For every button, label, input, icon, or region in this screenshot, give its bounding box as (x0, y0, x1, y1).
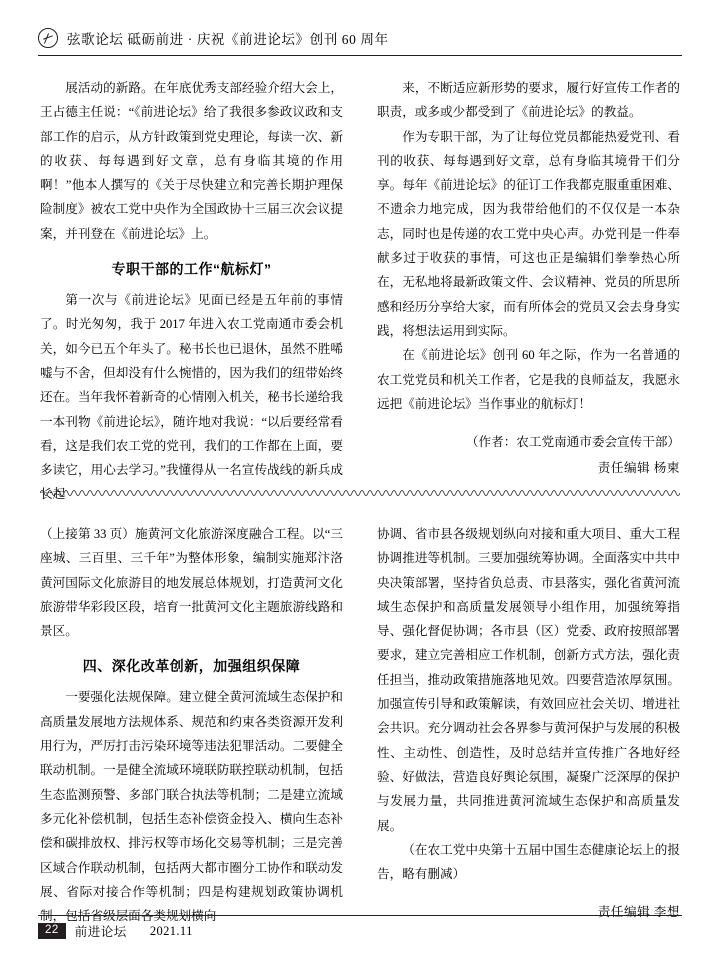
editor-line: 责任编辑 李想 (597, 905, 680, 920)
paragraph: 展活动的新路。在年底优秀支部经验介绍大会上，王占德主任说：“《前进论坛》给了我很多参政议政和支部工作的启示，从方针政策到党史理论，每读一次、新的收获、每每遇到好文章，总有身临其境的作用啊！”他本人撰写的《关于尽快建立和完善长期护理保险制度》被农工党中央作为全国政协十三届三次会议提案，并刊登在《前进论坛》上。 (40, 81, 343, 241)
article-top-right-column (377, 76, 680, 507)
editor-line: 责任编辑 杨柬 (597, 461, 680, 476)
footer-inner (38, 915, 682, 940)
wavy-rule-divider (40, 487, 680, 499)
paragraph: 一要强化法规保障。建立健全黄河流域生态保护和高质量发展地方法规体系、规范和约束各类资源开发利用行为，严厉打击污染环境等违法犯罪活动。二要健全联动机制。一是健全流域环境联防联控联动机制，包括生态监测预警、多部门联合执法等机制；二是建立流域多元化补偿机制，包括生态补偿资金投入、横向生态补偿和碳排放权、排污权等市场化交易等机制；三是完善区域合作联动机制，包括两大都市圈分工协作和联动发展、省际对接合作等机制；四是构建规划政策协调机制，包括省级层面各类规划横向 (40, 690, 343, 924)
publication-name: 前进论坛 (74, 925, 127, 939)
article-bottom-columns (40, 522, 680, 928)
author-line: （作者：农工党南通市委会宣传干部） (465, 435, 680, 450)
article-top-left-column (40, 76, 343, 507)
paragraph: 来，不断适应新形势的要求，履行好宣传工作者的职责，或多或少都受到了《前进论坛》的教益。 (377, 81, 680, 120)
author-signature (377, 430, 680, 480)
paragraph: 在《前进论坛》创刊 60 年之际，作为一名普通的农工党党员和机关工作者，它是我的良师益友，我愿永远把《前进论坛》当作事业的航标灯！ (377, 348, 680, 411)
paragraph: 作为专职干部，为了让每位党员都能热爱党刊、看刊的收获、每每遇到好文章，总有身临其境骨干们分享。每年《前进论坛》的征订工作我都克服重重困难、不遗余力地完成，因为我带给他们的不仅仅是一本杂志，同时也是传递的农工党中央心声。办党刊是一件奉献多过于收获的事情，可这也正是编辑们拳拳热心所在，无私地将最新政策文件、会议精神、党员的所思所感和经历分享给大家，而有所体会的党员又会去身身实践，将想法运用到实际。 (377, 129, 680, 338)
section-heading: 四、深化改革创新，加强组织保障 (82, 658, 301, 675)
article-bottom-right-column (377, 522, 680, 928)
article-top-columns (40, 76, 680, 507)
page-number: 22 (38, 923, 66, 940)
page-footer (38, 915, 682, 943)
issue-date: 2021.11 (149, 923, 193, 938)
paragraph: 协调、省市县各级规划纵向对接和重大项目、重大工程协调推进等机制。三要加强统筹协调。全面落实中共中央决策部署，坚持省负总责、市县落实，强化省黄河流域生态保护和高质量发展领导小组作用，加强统筹指导、强化督促协调；各市县（区）党委、政府按照部署要求，建立完善相应工作机制，创新方式方法，强化责任担当，推动政策措施落地见效。四要营造浓厚氛围。加强宣传引导和政策解读，有效回应社会关切、增进社会共识。充分调动社会各界参与黄河保护与发展的积极性、主动性、创造性，及时总结并宣传推广各地好经验、好做法，营造良好舆论氛围，凝聚广泛深厚的保护与发展力量，共同推进黄河流域生态保护和高质量发展。 (377, 527, 680, 833)
source-note: （在农工党中央第十五届中国生态健康论坛上的报告，略有删减） (377, 842, 680, 882)
section-heading: 专职干部的工作“航标灯” (111, 261, 272, 278)
article-bottom-left-column (40, 522, 343, 928)
header-title: 弦歌论坛 砥砺前进 · 庆祝《前进论坛》创刊 60 周年 (67, 32, 389, 47)
paragraph: （上接第 33 页）施黄河文化旅游深度融合工程。以“三座城、三百里、三千年”为整体形象，编制实施郑汴洛黄河国际文化旅游目的地发展总体规划，打造黄河文化旅游带华彩段区段，培育一批黄河文化主题旅游线路和景区。 (40, 527, 343, 639)
paragraph: 第一次与《前进论坛》见面已经是五年前的事情了。时光匆匆，我于 2017 年进入农工党南通市委会机关，如今已五个年头了。秘书长也已退休，虽然不胜唏嘘与不舍，但却没有什么惋惜的，因为我们的纽带始终还在。当年我怀着新奇的心情刚入机关，秘书长递给我一本刊物《前进论坛》，随许地对我说：“以后要经常看看，这是我们农工党的党刊，我们的工作都在上面，要多读它，用心去学习。”我懂得从一名宣传战线的新兵成长起 (40, 293, 343, 502)
page-header (38, 28, 682, 62)
header-inner (38, 28, 682, 56)
circle-check-icon (38, 28, 58, 48)
